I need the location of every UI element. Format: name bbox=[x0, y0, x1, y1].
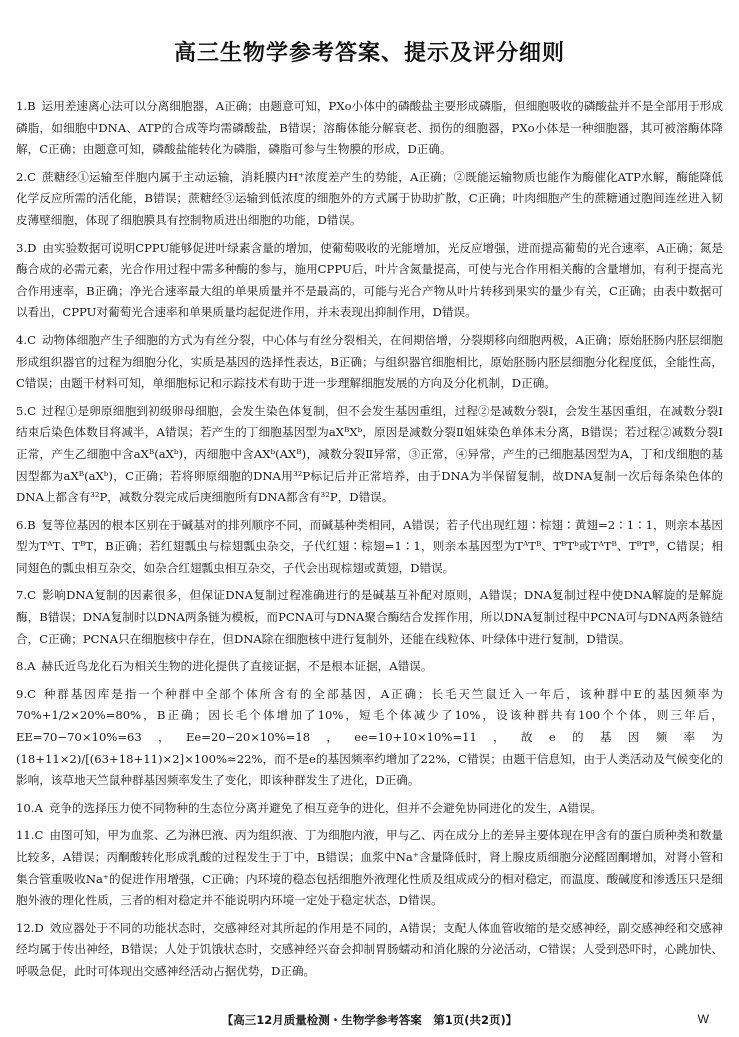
answer-explanation: 由图可知，甲为血浆、乙为淋巴液、丙为组织液、丁为细胞内液，甲与乙、丙在成分上的差异主要体现在甲含有的蛋白质种类和数量比较多，A错误；丙酮酸转化形成乳酸的过程发生于丁中，B错误；血浆中Na⁺含量降低时，肾上腺皮质细胞分泌醛固酮增加，对肾小管和集合管重吸收Na⁺的促进作用增强，C正确；内环境的稳态包括细胞外液理化性质及组成成分的相对稳定，而温度、酸碱度和渗透压只是细胞外液的理化性质，三者的相对稳定并不能说明内环境一定处于稳定状态，D错误。 bbox=[16, 828, 723, 908]
answer-explanation: 赫氏近鸟龙化石为相关生物的进化提供了直接证据，不是根本证据，A错误。 bbox=[41, 659, 433, 674]
answer-number: 5. bbox=[16, 403, 28, 418]
answer-number: 1. bbox=[16, 99, 28, 113]
answer-explanation: 效应器处于不同的功能状态时，交感神经对其所起的作用是不同的，A错误；支配人体血管收缩的是交感神经，副交感神经和交感神经均属于传出神经，B错误；人处于饥饿状态时，交感神经兴奋会抑制胃肠蠕动和消化腺的分泌活动，C错误；人受到恐吓时，心跳加快、呼吸急促，此时可体现出交感神经活动占据优势，D正确。 bbox=[16, 920, 723, 978]
answer-explanation: 过程①是卵原细胞到初级卵母细胞，会发生染色体复制，但不会发生基因重组，过程②是减数分裂Ⅰ，会发生基因重组，在减数分裂Ⅰ结束后染色体数目将减半，A错误；若产生的丁细胞基因型为aXᴮXᵇ，原因是减数分裂Ⅱ姐妹染色单体未分离，B错误；若过程②减数分裂Ⅰ正常，产生乙细胞中含aXᴮ(aXᵇ)，丙细胞中含AXᵇ(AXᴮ)，减数分裂Ⅱ异常，③正常，④异常，产生的己细胞基因型为A，丁和戊细胞的基因型都为aXᴮ(aXᵇ)，C正确；若将卵原细胞的DNA用³²P标记后并正常培养，由于DNA为半保留复制，故DNA复制一次后每条染色体的DNA上都含有³²P，减数分裂完成后庚细胞所有DNA都含有³²P，D错误。 bbox=[16, 403, 723, 505]
answer-explanation: 复等位基因的根本区别在于碱基对的排列顺序不同，而碱基种类相同，A错误；若子代出现红翅∶棕翅∶黄翅=2∶1∶1，则亲本基因型为TᴬT、TᴮT，B正确；若红翅瓢虫与棕翅瓢虫杂交，子代红翅∶棕翅=1∶1，则亲本基因型为TᴬTᴮ、TᴮTᵇ或TᴬTᴮ、TᴮTᴮ，C错误；相同翅色的瓢虫相互杂交，如杂合红翅瓢虫相互杂交，子代会出现棕翅或黄翅，D错误。 bbox=[16, 517, 723, 575]
answer-item bbox=[16, 656, 723, 678]
page-footer: 【高三12月质量检测・生物学参考答案 第1页(共2页)】 bbox=[221, 1013, 518, 1027]
answer-number: 8. bbox=[16, 659, 28, 674]
answer-choice: C bbox=[27, 169, 36, 184]
answer-item bbox=[16, 825, 723, 911]
answer-explanation: 竞争的选择压力使不同物种的生态位分离并避免了相互竞争的进化，但并不会避免协同进化的发生，A错误。 bbox=[48, 800, 603, 815]
answer-choice: D bbox=[34, 920, 44, 935]
answer-explanation: 由实验数据可说明CPPU能够促进叶绿素含量的增加，使葡萄吸收的光能增加，光反应增强，进而提高葡萄的光合速率，A正确；氮是酶合成的必需元素，光合作用过程中需多种酶的参与，施用CPPU后，叶片含氮量提高，可使与光合作用相关酶的含量增加，有利于提高光合作用速率，B正确；净光合速率最大组的单果质量并不是最高的，可能与光合产物从叶片转移到果实的量少有关，C正确；由表中数据可以看出，CPPU对葡萄光合速率和单果质量均起促进作用，并未表现出抑制作用，D错误。 bbox=[16, 240, 723, 320]
answer-item bbox=[16, 167, 723, 232]
answer-number: 6. bbox=[16, 517, 28, 532]
answer-item bbox=[16, 585, 723, 650]
answer-number: 7. bbox=[16, 588, 28, 603]
answer-choice: B bbox=[27, 99, 36, 113]
answer-number: 3. bbox=[16, 240, 28, 255]
answer-number: 11. bbox=[16, 828, 35, 843]
answer-choice: C bbox=[27, 686, 36, 701]
answer-item bbox=[16, 798, 723, 820]
answer-choice: C bbox=[34, 828, 44, 843]
footer-mark: W bbox=[697, 1012, 709, 1026]
answer-choice: A bbox=[27, 659, 36, 674]
answer-explanation: 种群基因库是指一个种群中全部个体所含有的全部基因，A正确；长毛天竺鼠迁入一年后，该种群中E的基因频率为70%+1/2×20%=80%，B正确；因长毛个体增加了10%，短毛个体减少了10%，设该种群共有100个个体，则三年后，EE=70−70×10%=63，Ee=20−20×10%=18，ee=10+10×10%=11，故e的基因频率为(18+11×2)/[(63+18+11)×2]×100%≈22%，而不是e的基因频率约增加了22%，C错误；由题干信息知，由于人类活动及气候变化的影响，该草地天竺鼠种群基因频率发生了变化，即该种群发生了进化，D正确。 bbox=[16, 686, 723, 788]
answer-explanation: 运用差速离心法可以分离细胞器，A正确；由题意可知，PXo小体中的磷酸盐主要形成磷脂，但细胞吸收的磷酸盐并不是全部用于形成磷脂，如细胞中DNA、ATP的合成等均需磷酸盐，B错误；溶酶体能分解衰老、损伤的细胞器，PXo小体是一种细胞器，其可被溶酶体降解，C正确；由题意可知，磷酸盐能转化为磷脂，磷脂可参与生物膜的形成，D正确。 bbox=[16, 99, 723, 157]
answer-item bbox=[16, 96, 723, 161]
answer-item bbox=[16, 684, 723, 792]
page-title: 高三生物学参考答案、提示及评分细则 bbox=[173, 41, 565, 66]
answer-number: 9. bbox=[16, 686, 28, 701]
answer-choice: D bbox=[27, 240, 37, 255]
answer-number: 10. bbox=[16, 800, 35, 815]
answer-item bbox=[16, 401, 723, 509]
answer-choice: C bbox=[27, 588, 36, 603]
answer-explanation: 影响DNA复制的因素很多，但保证DNA复制过程准确进行的是碱基互补配对原则，A错误；DNA复制过程中使DNA解旋的是解旋酶，B错误；DNA复制时以DNA两条链为模板，而PCNA可与DNA聚合酶结合发挥作用，所以DNA复制过程中PCNA可与DNA两条链结合，C正确；PCNA只在细胞核中存在，但DNA除在细胞核中进行复制外，还能在线粒体、叶绿体中进行复制，D错误。 bbox=[16, 588, 723, 646]
answer-number: 12. bbox=[16, 920, 35, 935]
answer-choice: A bbox=[34, 800, 43, 815]
answer-choice: C bbox=[27, 403, 36, 418]
answer-item bbox=[16, 330, 723, 395]
answer-choice: C bbox=[27, 332, 36, 347]
answer-explanation: 动物体细胞产生子细胞的方式为有丝分裂，中心体与有丝分裂相关，在间期倍增，分裂期移向细胞两极，A正确；原始胚肠内胚层细胞形成组织器官的过程为细胞分化，实质是基因的选择性表达，B正确；与组织器官细胞相比，原始胚肠内胚层细胞分化程度低，全能性高，C错误；由题干材料可知，单细胞标记和示踪技术有助于进一步理解细胞发展的方向及分化机制，D正确。 bbox=[16, 332, 723, 391]
answer-item bbox=[16, 238, 723, 324]
answer-choice: B bbox=[27, 517, 36, 532]
answer-item bbox=[16, 515, 723, 580]
answer-item bbox=[16, 918, 723, 983]
answer-list bbox=[16, 96, 723, 989]
answer-explanation: 蔗糖经①运输至伴胞内属于主动运输，消耗膜内H⁺浓度差产生的势能，A正确；②既能运输物质也能作为酶催化ATP水解，酶能降低化学反应所需的活化能，B错误；蔗糖经③运输到低浓度的细胞外的方式属于协助扩散，C正确；叶肉细胞产生的蔗糖通过胞间连丝进入韧皮薄壁细胞，体现了细胞膜具有控制物质进出细胞的功能，D错误。 bbox=[16, 169, 723, 227]
answer-number: 4. bbox=[16, 332, 28, 347]
answer-number: 2. bbox=[16, 169, 28, 184]
